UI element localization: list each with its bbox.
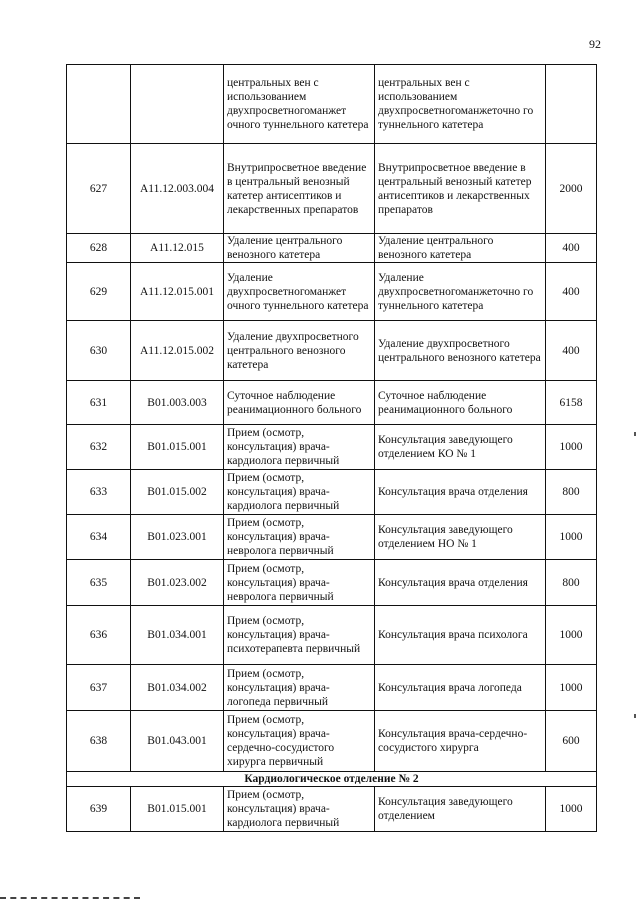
table-row (67, 234, 597, 263)
service-price: 2000 (546, 144, 597, 234)
table-row (67, 144, 597, 234)
service-code (131, 65, 224, 144)
service-price: 400 (546, 321, 597, 381)
service-code: В01.023.002 (131, 560, 224, 606)
service-description: Консультация заведующего отделением КО № 1 (375, 425, 546, 470)
service-name: Прием (осмотр, консультация) врача-кардиолога первичный (224, 425, 375, 470)
table-row (67, 787, 597, 832)
row-number: 635 (67, 560, 131, 606)
service-name: Прием (осмотр, консультация) врача-невролога первичный (224, 560, 375, 606)
service-name: центральных вен с использованием двухпросветногоманжет очного туннельного катетера (224, 65, 375, 144)
row-number: 636 (67, 606, 131, 665)
row-number: 638 (67, 711, 131, 772)
table-row (67, 425, 597, 470)
service-code: В01.015.002 (131, 470, 224, 515)
service-description: центральных вен с использованием двухпросветногоманжеточно го туннельного катетера (375, 65, 546, 144)
service-name: Прием (осмотр, консультация) врача-невролога первичный (224, 515, 375, 560)
row-number: 627 (67, 144, 131, 234)
row-number: 628 (67, 234, 131, 263)
row-number: 631 (67, 381, 131, 425)
service-code: В01.023.001 (131, 515, 224, 560)
service-code: В01.034.001 (131, 606, 224, 665)
price-table (66, 64, 597, 832)
service-name: Прием (осмотр, консультация) врача-психотерапевта первичный (224, 606, 375, 665)
section-header-row (67, 772, 597, 787)
service-name: Прием (осмотр, консультация) врача-сердечно-сосудистого хирурга первичный (224, 711, 375, 772)
service-description: Внутрипросветное введение в центральный венозный катетер антисептиков и лекарственных препаратов (375, 144, 546, 234)
service-price: 800 (546, 470, 597, 515)
service-price: 600 (546, 711, 597, 772)
row-number (67, 65, 131, 144)
service-description: Консультация врача отделения (375, 560, 546, 606)
section-title: Кардиологическое отделение № 2 (67, 772, 597, 787)
service-name: Прием (осмотр, консультация) врача-кардиолога первичный (224, 470, 375, 515)
table-row (67, 470, 597, 515)
row-number: 637 (67, 665, 131, 711)
table-body-main (67, 65, 597, 832)
service-description: Консультация заведующего отделением НО № 1 (375, 515, 546, 560)
table-row (67, 65, 597, 144)
table-row (67, 263, 597, 321)
service-code: А11.12.015 (131, 234, 224, 263)
service-code: В01.003.003 (131, 381, 224, 425)
table-row (67, 606, 597, 665)
service-code: А11.12.015.002 (131, 321, 224, 381)
row-number: 630 (67, 321, 131, 381)
row-number: 634 (67, 515, 131, 560)
row-number: 633 (67, 470, 131, 515)
table-row (67, 711, 597, 772)
service-description: Суточное наблюдение реанимационного больного (375, 381, 546, 425)
service-description: Консультация врача-сердечно-сосудистого хирурга (375, 711, 546, 772)
service-description: Консультация врача логопеда (375, 665, 546, 711)
service-price: 400 (546, 234, 597, 263)
service-price: 1000 (546, 515, 597, 560)
service-description: Удаление двухпросветного центрального венозного катетера (375, 321, 546, 381)
service-name: Удаление двухпросветного центрального венозного катетера (224, 321, 375, 381)
service-price: 6158 (546, 381, 597, 425)
table-row (67, 665, 597, 711)
page-number: 92 (589, 37, 601, 51)
row-number: 632 (67, 425, 131, 470)
service-price: 1000 (546, 425, 597, 470)
service-price (546, 65, 597, 144)
service-price: 1000 (546, 606, 597, 665)
scan-edge-mark (634, 432, 636, 436)
service-price: 1000 (546, 787, 597, 832)
service-code: В01.015.001 (131, 425, 224, 470)
row-number: 639 (67, 787, 131, 832)
service-code: В01.043.001 (131, 711, 224, 772)
service-name: Прием (осмотр, консультация) врача-логопеда первичный (224, 665, 375, 711)
service-description: Удаление центрального венозного катетера (375, 234, 546, 263)
service-name: Прием (осмотр, консультация) врача-кардиолога первичный (224, 787, 375, 832)
service-description: Удаление двухпросветногоманжеточно го туннельного катетера (375, 263, 546, 321)
service-code: В01.015.001 (131, 787, 224, 832)
service-description: Консультация заведующего отделением (375, 787, 546, 832)
service-name: Удаление двухпросветногоманжет очного туннельного катетера (224, 263, 375, 321)
scan-bottom-edge (0, 897, 140, 899)
table-row (67, 321, 597, 381)
service-name: Удаление центрального венозного катетера (224, 234, 375, 263)
service-price: 800 (546, 560, 597, 606)
service-code: А11.12.015.001 (131, 263, 224, 321)
service-price: 400 (546, 263, 597, 321)
row-number: 629 (67, 263, 131, 321)
service-price: 1000 (546, 665, 597, 711)
service-name: Суточное наблюдение реанимационного больного (224, 381, 375, 425)
table-row (67, 560, 597, 606)
service-code: А11.12.003.004 (131, 144, 224, 234)
table-row (67, 381, 597, 425)
service-code: В01.034.002 (131, 665, 224, 711)
scan-edge-mark (634, 714, 636, 718)
service-description: Консультация врача психолога (375, 606, 546, 665)
service-name: Внутрипросветное введение в центральный венозный катетер антисептиков и лекарственных препаратов (224, 144, 375, 234)
table-row (67, 515, 597, 560)
service-description: Консультация врача отделения (375, 470, 546, 515)
